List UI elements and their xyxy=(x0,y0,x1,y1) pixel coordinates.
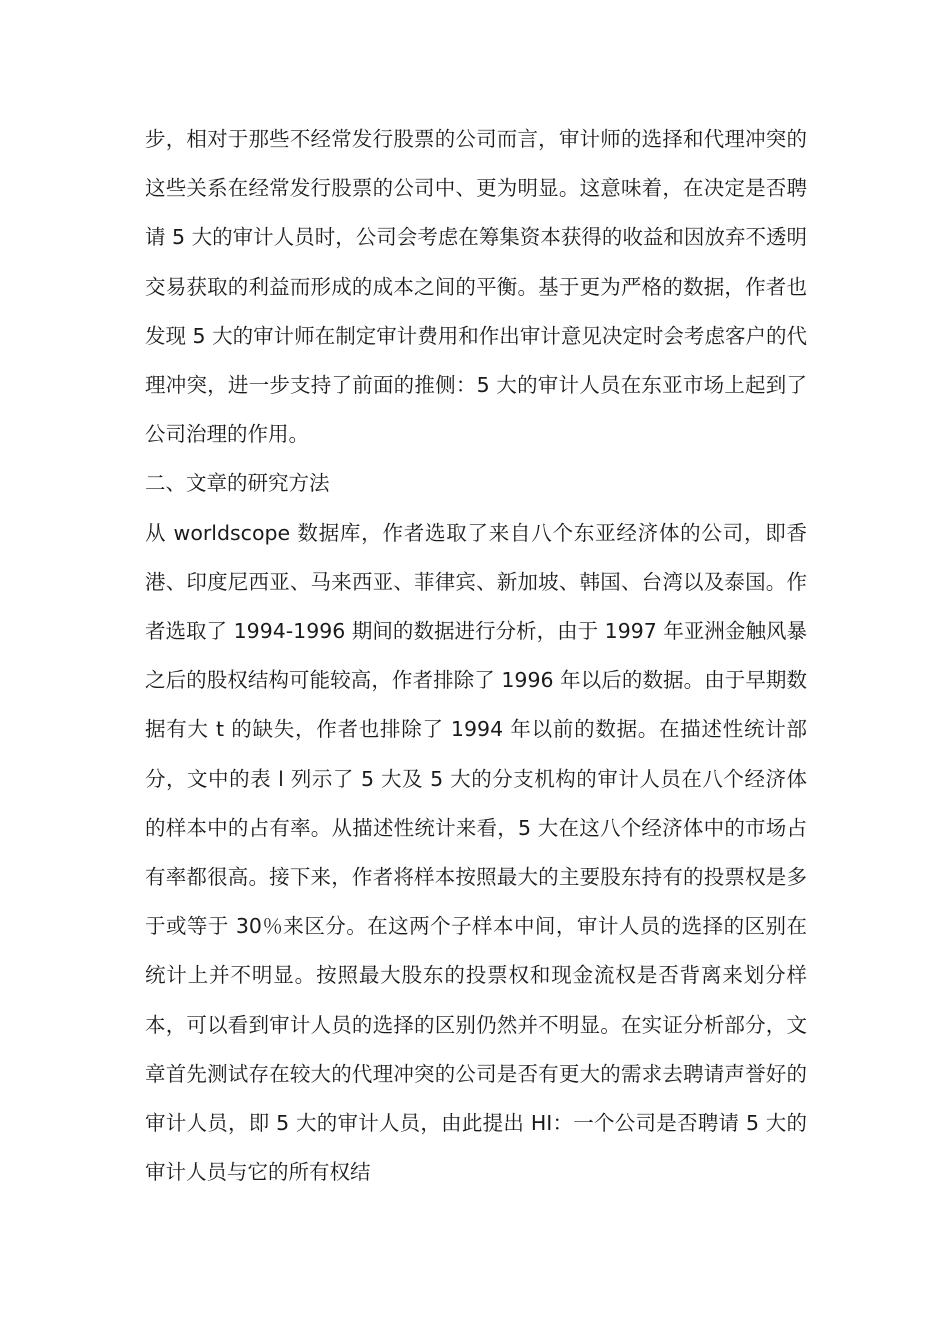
paragraph-audit-conclusion: 步，相对于那些不经常发行股票的公司而言，审计师的选择和代理冲突的这些关系在经常发行股票的公司中、更为明显。这意味着，在决定是否聘请 5 大的审计人员时，公司会考虑在筹集资本获得的收益和因放弃不透明交易获取的利益而形成的成本之间的平衡。基于更为严格的数据，作者也发现 5 大的审计师在制定审计费用和作出审计意见决定时会考虑客户的代理冲突，进一步支持了前面的推侧：5 大的审计人员在东亚市场上起到了公司治理的作用。 xyxy=(145,127,807,447)
document-body xyxy=(145,115,807,1197)
section-heading-research-method: 二、文章的研究方法 xyxy=(145,471,330,496)
paragraph-research-method: 从 worldscope 数据库，作者选取了来自八个东亚经济体的公司，即香港、印度尼西亚、马来西亚、菲律宾、新加坡、韩国、台湾以及泰国。作者选取了 1994-1996 期间的数据进行分析，由于 1997 年亚洲金触风暴之后的股权结构可能较高，作者排除了 1996 年以后的数据。由于早期数据有大 t 的缺失，作者也排除了 1994 年以前的数据。在描述性统计部分，文中的表 l 列示了 5 大及 5 大的分支机构的审计人员在八个经济体的样本中的占有率。从描述性统计来看，5 大在这八个经济体中的市场占有率都很高。接下来，作者将样本按照最大的主要股东持有的投票权是多于或等于 30％来区分。在这两个子样本中间，审计人员的选择的区别在统计上并不明显。按照最大股东的投票权和现金流权是否背离来划分样本，可以看到审计人员的选择的区别仍然并不明显。在实证分析部分，文章首先测试存在较大的代理冲突的公司是否有更大的需求去聘请声誉好的审计人员，即 5 大的审计人员，由此提出 HI：一个公司是否聘请 5 大的审计人员与它的所有权结 xyxy=(145,520,807,1185)
